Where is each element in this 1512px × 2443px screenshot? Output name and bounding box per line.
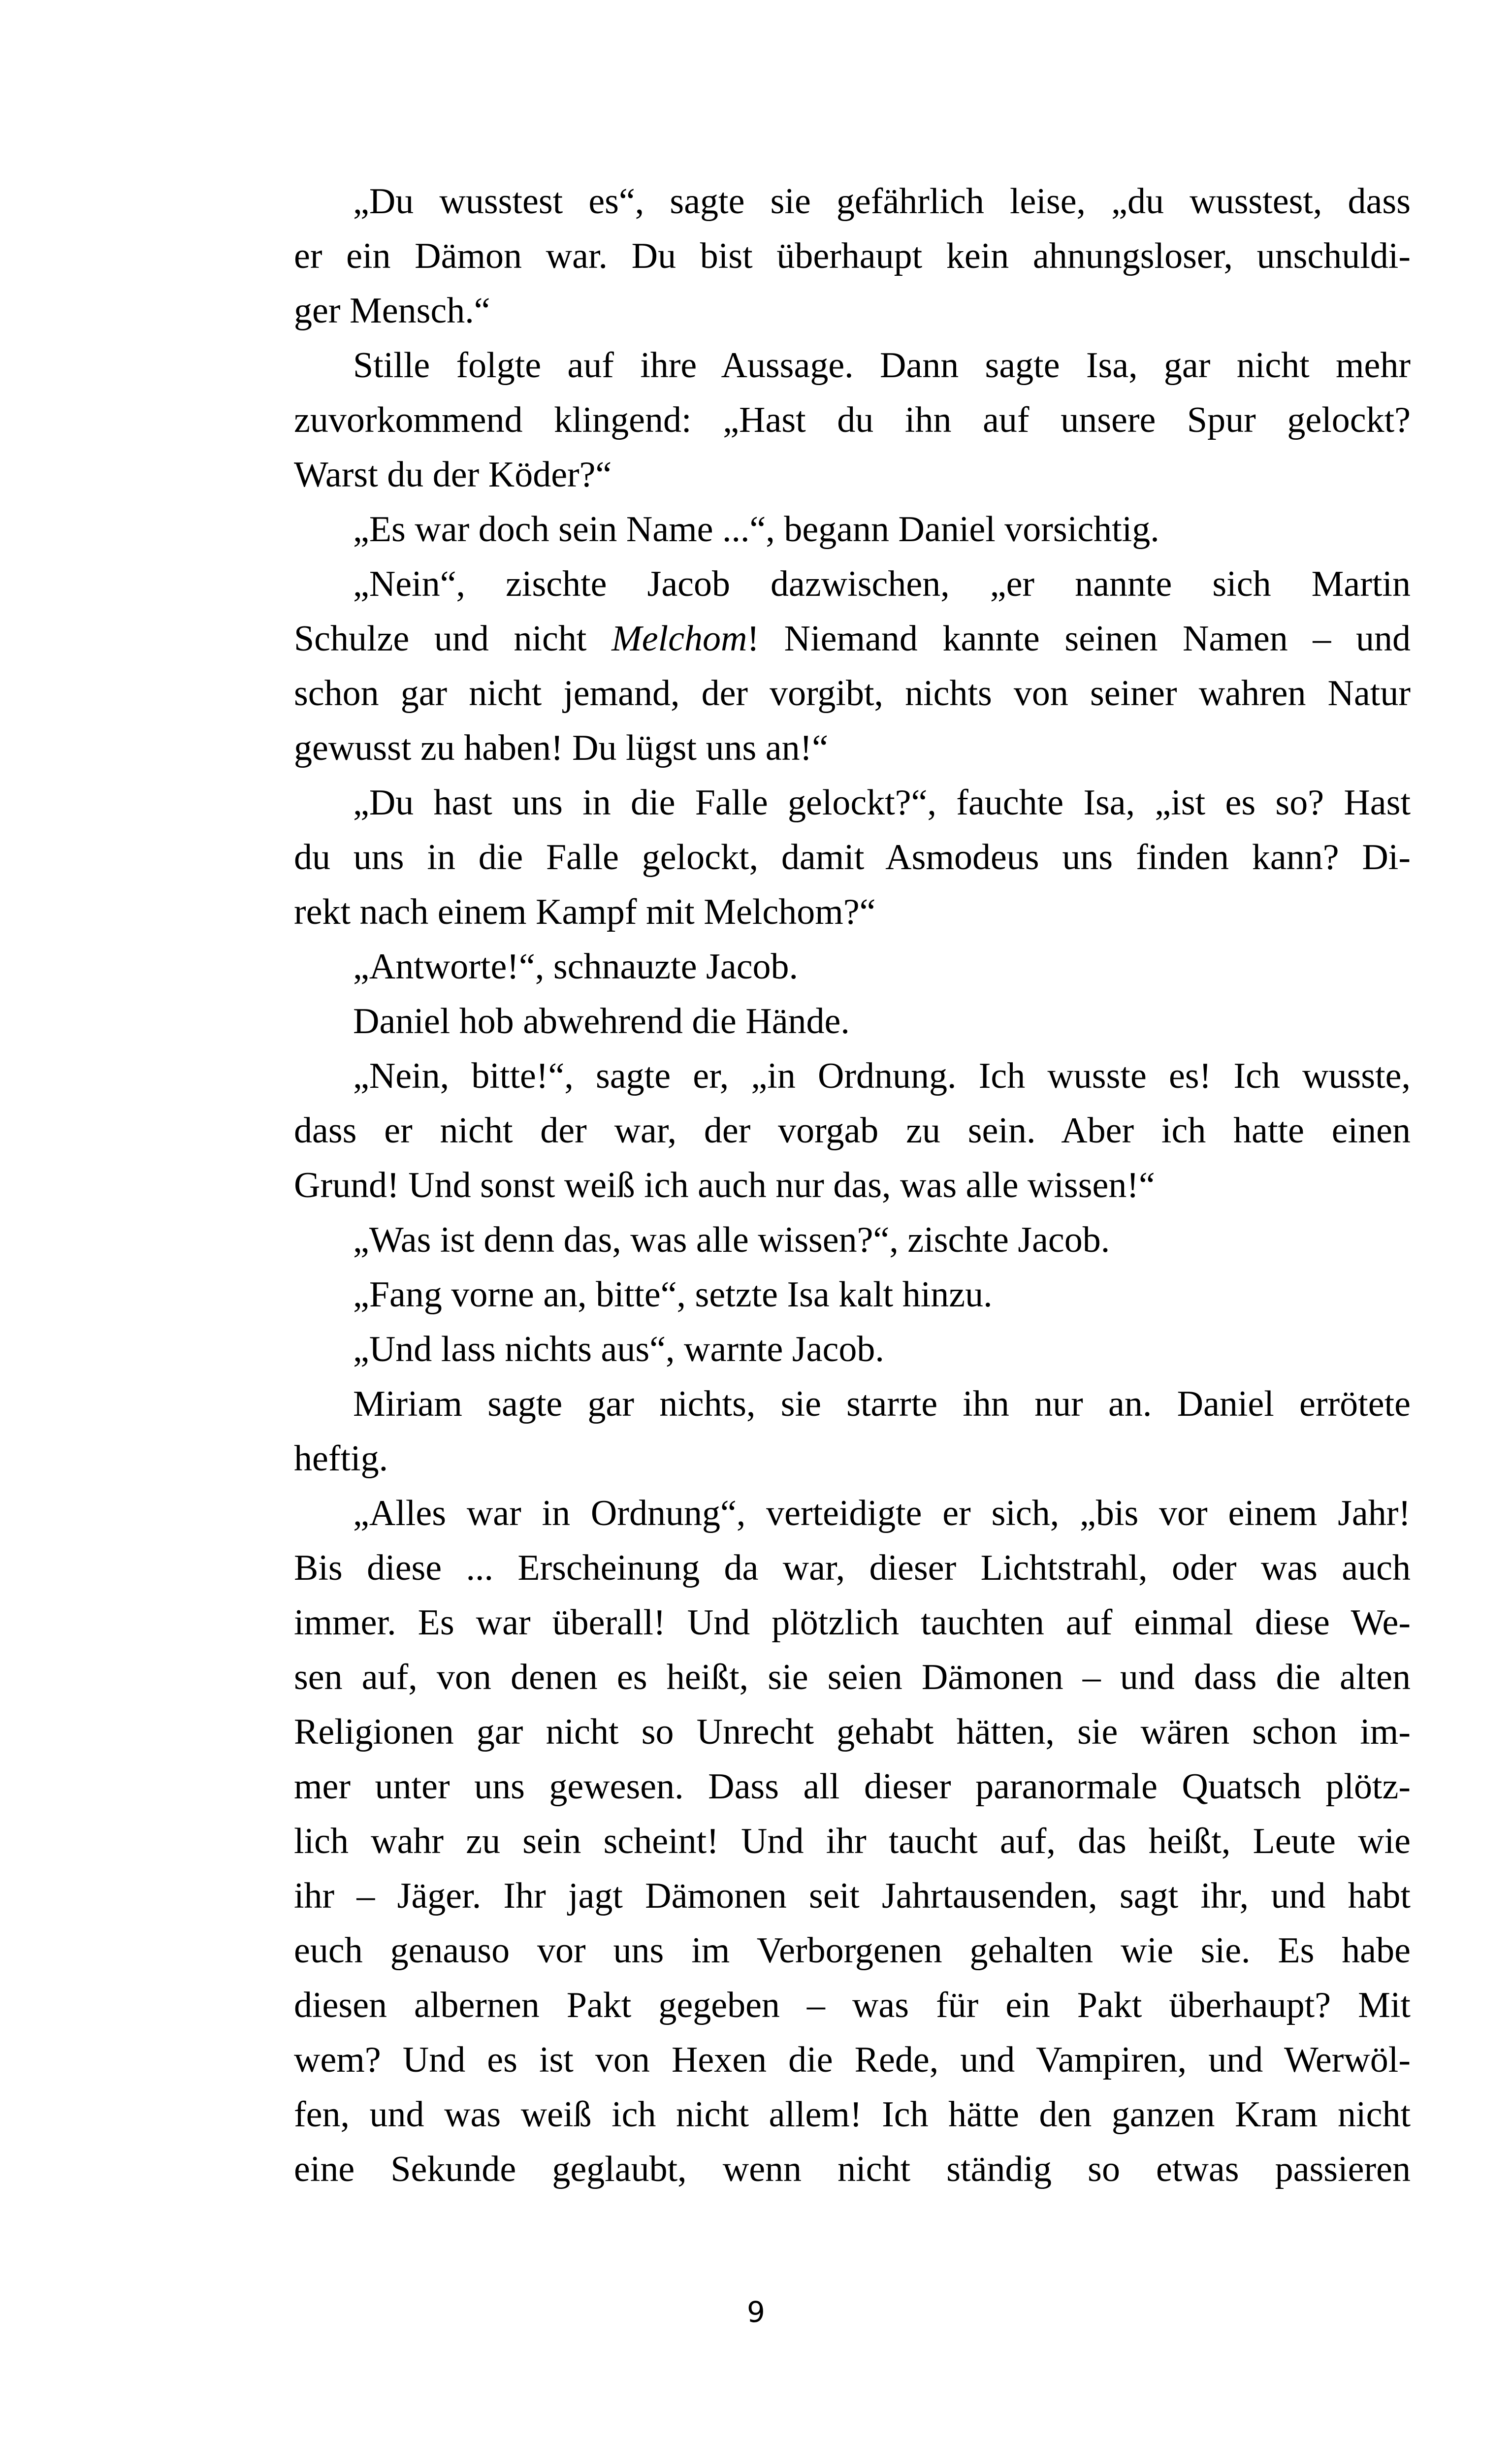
text-line: sen auf, von denen es heißt, sie seien Dämonen – und dass die alten <box>294 1657 1411 1697</box>
text-line: eine Sekunde geglaubt, wenn nicht ständig so etwas passieren <box>294 2149 1411 2189</box>
text-segment: ! Niemand kannte seinen Namen – und <box>747 619 1411 659</box>
text-line: Bis diese ... Erscheinung da war, dieser Lichtstrahl, oder was auch <box>294 1548 1411 1588</box>
text-line: heftig. <box>294 1438 388 1479</box>
text-line: zuvorkommend klingend: „Hast du ihn auf unsere Spur gelockt? <box>294 400 1411 440</box>
text-line: Daniel hob abwehrend die Hände. <box>353 1001 850 1042</box>
text-segment: „Nein“, zischte Jacob dazwischen, „er nannte sich Martin <box>353 564 1411 604</box>
text-line: du uns in die Falle gelockt, damit Asmodeus uns finden kann? Di- <box>294 837 1411 878</box>
text-line: dass er nicht der war, der vorgab zu sein. Aber ich hatte einen <box>294 1110 1411 1151</box>
text-line: Miriam sagte gar nichts, sie starrte ihn nur an. Daniel errötete <box>353 1384 1411 1424</box>
text-line: gewusst zu haben! Du lügst uns an!“ <box>294 728 829 768</box>
text-line: Stille folgte auf ihre Aussage. Dann sagte Isa, gar nicht mehr <box>353 345 1411 386</box>
text-line: „Du wusstest es“, sagte sie gefährlich leise, „du wusstest, dass <box>353 181 1411 222</box>
text-line: „Antworte!“, schnauzte Jacob. <box>353 946 799 987</box>
text-line: fen, und was weiß ich nicht allem! Ich hätte den ganzen Kram nicht <box>294 2094 1411 2135</box>
text-line: diesen albernen Pakt gegeben – was für ein Pakt überhaupt? Mit <box>294 1985 1411 2025</box>
text-line: „Fang vorne an, bitte“, setzte Isa kalt hinzu. <box>353 1274 993 1315</box>
text-line: Religionen gar nicht so Unrecht gehabt hätten, sie wären schon im- <box>294 1712 1411 1752</box>
text-line: lich wahr zu sein scheint! Und ihr taucht auf, das heißt, Leute wie <box>294 1821 1411 1861</box>
text-line: rekt nach einem Kampf mit Melchom?“ <box>294 892 876 932</box>
text-line: er ein Dämon war. Du bist überhaupt kein ahnungsloser, unschuldi- <box>294 236 1411 276</box>
text-line: mer unter uns gewesen. Dass all dieser paranormale Quatsch plötz- <box>294 1766 1411 1807</box>
text-line: Warst du der Köder?“ <box>294 455 612 495</box>
text-line <box>294 557 1411 612</box>
text-line <box>294 612 1411 666</box>
text-line: „Alles war in Ordnung“, verteidigte er sich, „bis vor einem Jahr! <box>353 1493 1411 1533</box>
text-line: „Und lass nichts aus“, warnte Jacob. <box>353 1329 884 1369</box>
text-line: Grund! Und sonst weiß ich auch nur das, was alle wissen!“ <box>294 1165 1155 1205</box>
text-line: wem? Und es ist von Hexen die Rede, und Vampiren, und Werwöl- <box>294 2040 1411 2080</box>
text-line: „Was ist denn das, was alle wissen?“, zischte Jacob. <box>353 1220 1110 1260</box>
text-line: ger Mensch.“ <box>294 291 490 331</box>
text-line: immer. Es war überall! Und plötzlich tauchten auf einmal diese We- <box>294 1602 1411 1643</box>
page-number: 9 <box>747 2295 765 2329</box>
text-line: „Du hast uns in die Falle gelockt?“, fauchte Isa, „ist es so? Hast <box>353 782 1411 823</box>
text-line: „Es war doch sein Name ...“, begann Daniel vorsichtig. <box>353 509 1159 550</box>
italic-text: Melchom <box>611 619 747 659</box>
body-text <box>294 174 1411 2197</box>
text-line: schon gar nicht jemand, der vorgibt, nichts von seiner wahren Natur <box>294 673 1411 714</box>
text-line: euch genauso vor uns im Verborgenen gehalten wie sie. Es habe <box>294 1930 1411 1971</box>
text-line: „Nein, bitte!“, sagte er, „in Ordnung. Ich wusste es! Ich wusste, <box>353 1056 1411 1096</box>
text-segment: Schulze und nicht <box>294 619 612 659</box>
text-line: ihr – Jäger. Ihr jagt Dämonen seit Jahrtausenden, sagt ihr, und habt <box>294 1876 1411 1916</box>
